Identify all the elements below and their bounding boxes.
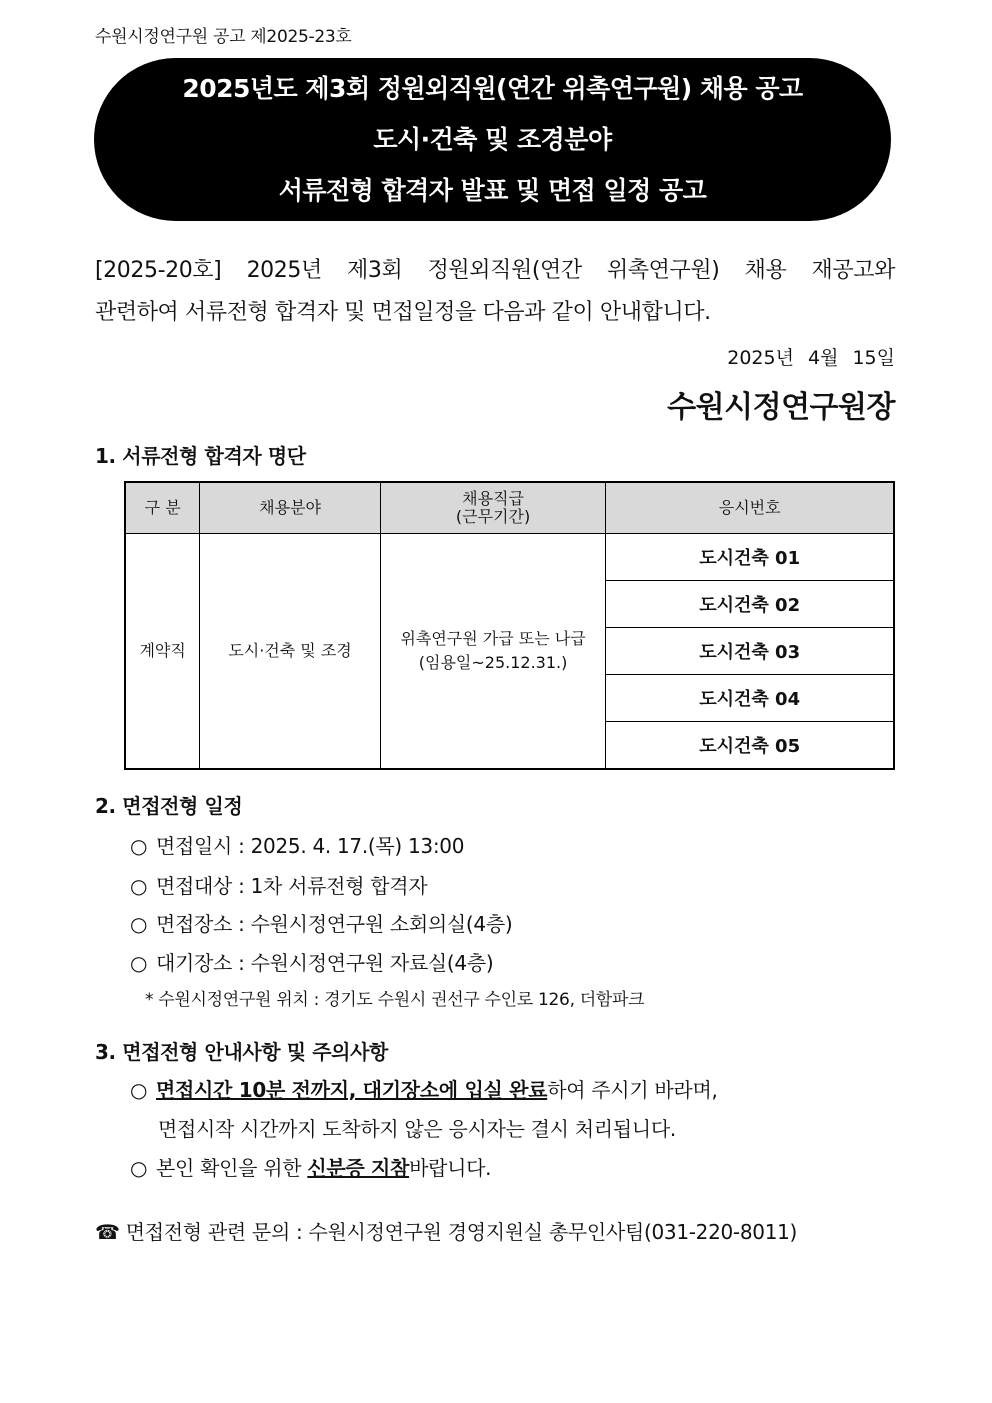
banner-title-line3: 서류전형 합격자 발표 및 면접 일정 공고 bbox=[278, 176, 707, 205]
bullet-icon: ○ bbox=[130, 1156, 148, 1180]
intro-line1 bbox=[95, 250, 895, 292]
rank-text: 위촉연구원 가급 또는 나급 bbox=[400, 629, 586, 648]
schedule-item-text: 면접장소 : 수원시정연구원 소회의실(4층) bbox=[156, 912, 513, 936]
schedule-item bbox=[130, 870, 427, 899]
table-header-row bbox=[125, 482, 894, 534]
schedule-item-text: 면접일시 : 2025. 4. 17.(목) 13:00 bbox=[156, 834, 465, 858]
phone-icon: ☎ bbox=[95, 1220, 120, 1244]
schedule-item bbox=[130, 947, 493, 976]
intro-word: 정원외직원(연간 bbox=[427, 258, 582, 283]
notice-item-continued: 면접시작 시간까지 도착하지 않은 응시자는 결시 처리됩니다. bbox=[158, 1117, 676, 1141]
header-field: 채용분야 bbox=[200, 482, 380, 534]
title-banner bbox=[94, 58, 891, 221]
applicant-number: 도시건축 04 bbox=[606, 675, 894, 722]
table-row bbox=[125, 534, 894, 581]
contact-line bbox=[95, 1216, 797, 1245]
schedule-item bbox=[130, 908, 512, 937]
schedule-item bbox=[130, 830, 464, 859]
applicant-number: 도시건축 01 bbox=[606, 534, 894, 581]
intro-word: 채용 bbox=[744, 258, 787, 283]
applicant-number: 도시건축 02 bbox=[606, 581, 894, 628]
header-applicant-number: 응시번호 bbox=[606, 482, 894, 534]
notice-emphasis: 면접시간 10분 전까지, 대기장소에 입실 완료 bbox=[156, 1078, 548, 1102]
intro-word: [2025-20호] bbox=[95, 258, 222, 283]
location-note: * 수원시정연구원 위치 : 경기도 수원시 권선구 수인로 126, 더함파크 bbox=[145, 990, 645, 1010]
bullet-icon: ○ bbox=[130, 912, 148, 936]
schedule-item-text: 면접대상 : 1차 서류전형 합격자 bbox=[156, 874, 428, 898]
intro-word: 제3회 bbox=[347, 258, 403, 283]
applicant-number: 도시건축 03 bbox=[606, 628, 894, 675]
cell-rank bbox=[380, 534, 606, 770]
schedule-item-text: 대기장소 : 수원시정연구원 자료실(4층) bbox=[156, 951, 494, 975]
announcement-date: 2025년 4월 15일 bbox=[727, 347, 895, 369]
intro-paragraph bbox=[95, 250, 895, 334]
notice-item bbox=[130, 1152, 491, 1181]
period-text: (임용일~25.12.31.) bbox=[418, 653, 568, 672]
header-category: 구 분 bbox=[125, 482, 200, 534]
section3-title: 3. 면접전형 안내사항 및 주의사항 bbox=[95, 1040, 388, 1064]
intro-word: 위촉연구원) bbox=[606, 258, 720, 283]
notice-text: 본인 확인을 위한 bbox=[156, 1156, 308, 1180]
bullet-icon: ○ bbox=[130, 834, 148, 858]
cell-category: 계약직 bbox=[125, 534, 200, 770]
banner-title-line1: 2025년도 제3회 정원외직원(연간 위촉연구원) 채용 공고 bbox=[182, 74, 803, 103]
notice-emphasis: 신분증 지참 bbox=[307, 1156, 410, 1180]
applicant-number: 도시건축 05 bbox=[606, 722, 894, 770]
section1-title: 1. 서류전형 합격자 명단 bbox=[95, 444, 306, 468]
intro-word: 2025년 bbox=[246, 258, 322, 283]
signer-title: 수원시정연구원장 bbox=[667, 390, 895, 425]
section2-title: 2. 면접전형 일정 bbox=[95, 794, 243, 818]
contact-text: 면접전형 관련 문의 : 수원시정연구원 경영지원실 총무인사팀(031-220-8011) bbox=[125, 1220, 798, 1244]
header-rank: 채용직급 (근무기간) bbox=[380, 482, 606, 534]
notice-number: 수원시정연구원 공고 제2025-23호 bbox=[95, 27, 352, 47]
bullet-icon: ○ bbox=[130, 874, 148, 898]
intro-word: 재공고와 bbox=[811, 258, 895, 283]
notice-text: 바랍니다. bbox=[409, 1156, 492, 1180]
cell-field: 도시·건축 및 조경 bbox=[200, 534, 380, 770]
passer-table bbox=[124, 481, 895, 770]
notice-text: 하여 주시기 바라며, bbox=[547, 1078, 718, 1102]
bullet-icon: ○ bbox=[130, 1078, 148, 1102]
intro-line2: 관련하여 서류전형 합격자 및 면접일정을 다음과 같이 안내합니다. bbox=[95, 300, 711, 325]
bullet-icon: ○ bbox=[130, 951, 148, 975]
banner-title-line2: 도시·건축 및 조경분야 bbox=[373, 125, 612, 154]
notice-item bbox=[130, 1074, 718, 1103]
